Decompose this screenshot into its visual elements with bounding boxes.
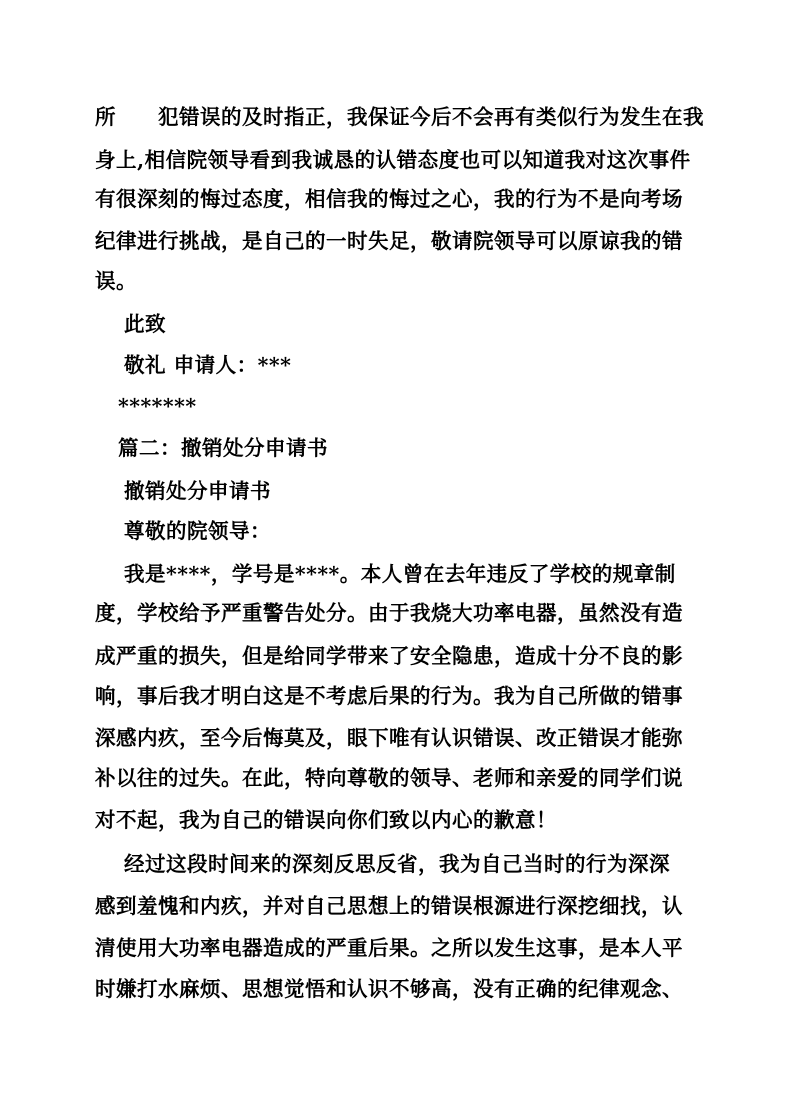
paragraph-line: 有很深刻的悔过态度，相信我的悔过之心，我的行为不是向考场 — [95, 187, 683, 211]
paragraph-line: 时嫌打水麻烦、思想觉悟和认识不够高，没有正确的纪律观念、 — [95, 977, 683, 1001]
paragraph-line: 感到羞愧和内疚，并对自己思想上的错误根源进行深挖细找，认 — [95, 894, 683, 918]
paragraph-line: 对不起，我为自己的错误向你们致以内心的歉意！ — [95, 808, 557, 832]
letter-greeting: 尊敬的院领导： — [124, 519, 271, 543]
section-heading: 篇二：撤销处分申请书 — [118, 436, 328, 460]
paragraph-line: 误。 — [95, 269, 137, 293]
separator-stars: ******* — [118, 394, 197, 418]
signature-line: 敬礼 申请人：*** — [124, 353, 292, 377]
paragraph-line: 所 犯错误的及时指正，我保证今后不会再有类似行为发生在我 — [95, 105, 704, 129]
paragraph-line: 响，事后我才明白这是不考虑后果的行为。我为自己所做的错事 — [95, 684, 683, 708]
paragraph-line: 身上,相信院领导看到我诚恳的认错态度也可以知道我对这次事件 — [95, 148, 691, 172]
paragraph-line: 成严重的损失，但是给同学带来了安全隐患，造成十分不良的影 — [95, 644, 683, 668]
closing-salutation: 此致 — [124, 312, 166, 336]
letter-title: 撤销处分申请书 — [124, 479, 271, 503]
paragraph-line: 补以往的过失。在此，特向尊敬的领导、老师和亲爱的同学们说 — [95, 766, 683, 790]
paragraph-line: 我是****，学号是****。本人曾在去年违反了学校的规章制 — [124, 562, 676, 586]
paragraph-line: 清使用大功率电器造成的严重后果。之所以发生这事，是本人平 — [95, 936, 683, 960]
paragraph-line: 深感内疚，至今后悔莫及，眼下唯有认识错误、改正错误才能弥 — [95, 726, 683, 750]
paragraph-line: 纪律进行挑战，是自己的一时失足，敬请院领导可以原谅我的错 — [95, 229, 683, 253]
paragraph-line: 度，学校给予严重警告处分。由于我烧大功率电器，虽然没有造 — [95, 601, 683, 625]
paragraph-line: 经过这段时间来的深刻反思反省，我为自己当时的行为深深 — [124, 852, 670, 876]
